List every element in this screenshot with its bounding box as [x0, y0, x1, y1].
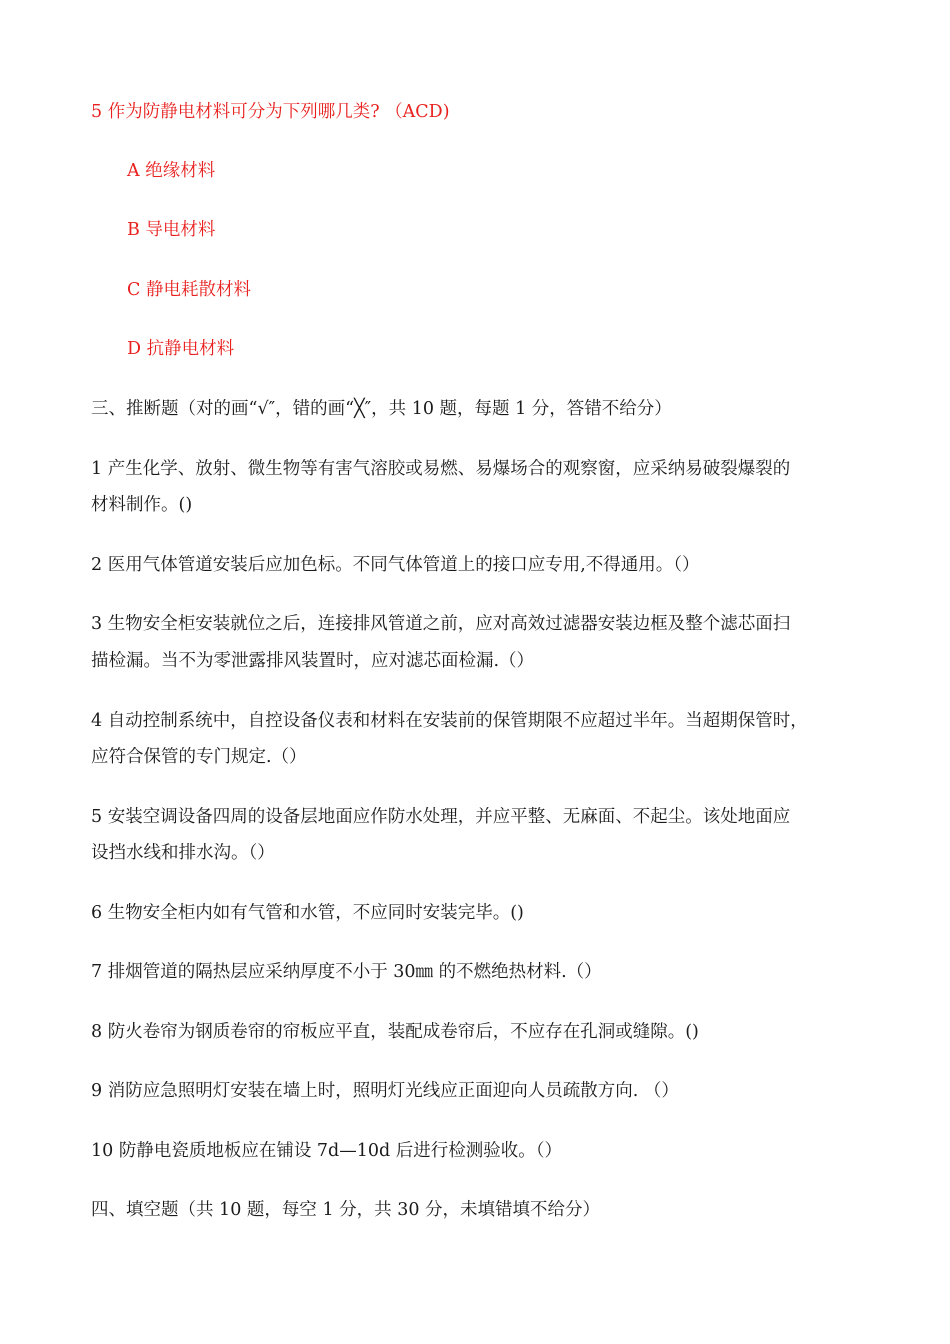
tf-item-3-line-2: 描检漏。当不为零泄露排风装置时，应对滤芯面检漏.（）	[91, 651, 535, 671]
tf-item-5-line-1: 5 安装空调设备四周的设备层地面应作防水处理，并应平整、无麻面、不起尘。该处地面应	[91, 807, 791, 827]
tf-item-9: 9 消防应急照明灯安装在墙上时，照明灯光线应正面迎向人员疏散方向. （）	[91, 1081, 679, 1101]
tf-item-5-line-2: 设挡水线和排水沟。（）	[91, 843, 275, 863]
question-5-option-a: A 绝缘材料	[127, 161, 216, 181]
tf-item-1-line-2: 材料制作。()	[91, 495, 193, 515]
tf-item-1-line-1: 1 产生化学、放射、微生物等有害气溶胶或易燃、易爆场合的观察窗，应采纳易破裂爆裂的	[91, 459, 791, 479]
section-3-heading: 三、推断题（对的画“√″，错的画“╳″，共 10 题，每题 1 分，答错不给分）	[91, 399, 672, 419]
tf-item-7: 7 排烟管道的隔热层应采纳厚度不小于 30㎜ 的不燃绝热材料.（）	[91, 962, 602, 982]
tf-item-2: 2 医用气体管道安装后应加色标。不同气体管道上的接口应专用,不得通用。（）	[91, 555, 700, 575]
question-5-option-c: C 静电耗散材料	[127, 280, 251, 300]
tf-item-4-line-2: 应符合保管的专门规定.（）	[91, 747, 307, 767]
tf-item-8: 8 防火卷帘为钢质卷帘的帘板应平直，装配成卷帘后，不应存在孔洞或缝隙。()	[91, 1022, 699, 1042]
question-5-option-b: B 导电材料	[127, 220, 216, 240]
tf-item-10: 10 防静电瓷质地板应在铺设 7d—10d 后进行检测验收。（）	[91, 1141, 563, 1161]
question-5-stem: 5 作为防静电材料可分为下列哪几类? （ACD)	[91, 102, 450, 122]
tf-item-4-line-1: 4 自动控制系统中，自控设备仪表和材料在安装前的保管期限不应超过半年。当超期保管时，	[91, 711, 808, 731]
tf-item-6: 6 生物安全柜内如有气管和水管，不应同时安装完毕。()	[91, 903, 524, 923]
question-5-option-d: D 抗静电材料	[127, 339, 235, 359]
tf-item-3-line-1: 3 生物安全柜安装就位之后，连接排风管道之前，应对高效过滤器安装边框及整个滤芯面扫	[91, 614, 791, 634]
section-4-heading: 四、填空题（共 10 题，每空 1 分，共 30 分，未填错填不给分）	[91, 1200, 601, 1220]
